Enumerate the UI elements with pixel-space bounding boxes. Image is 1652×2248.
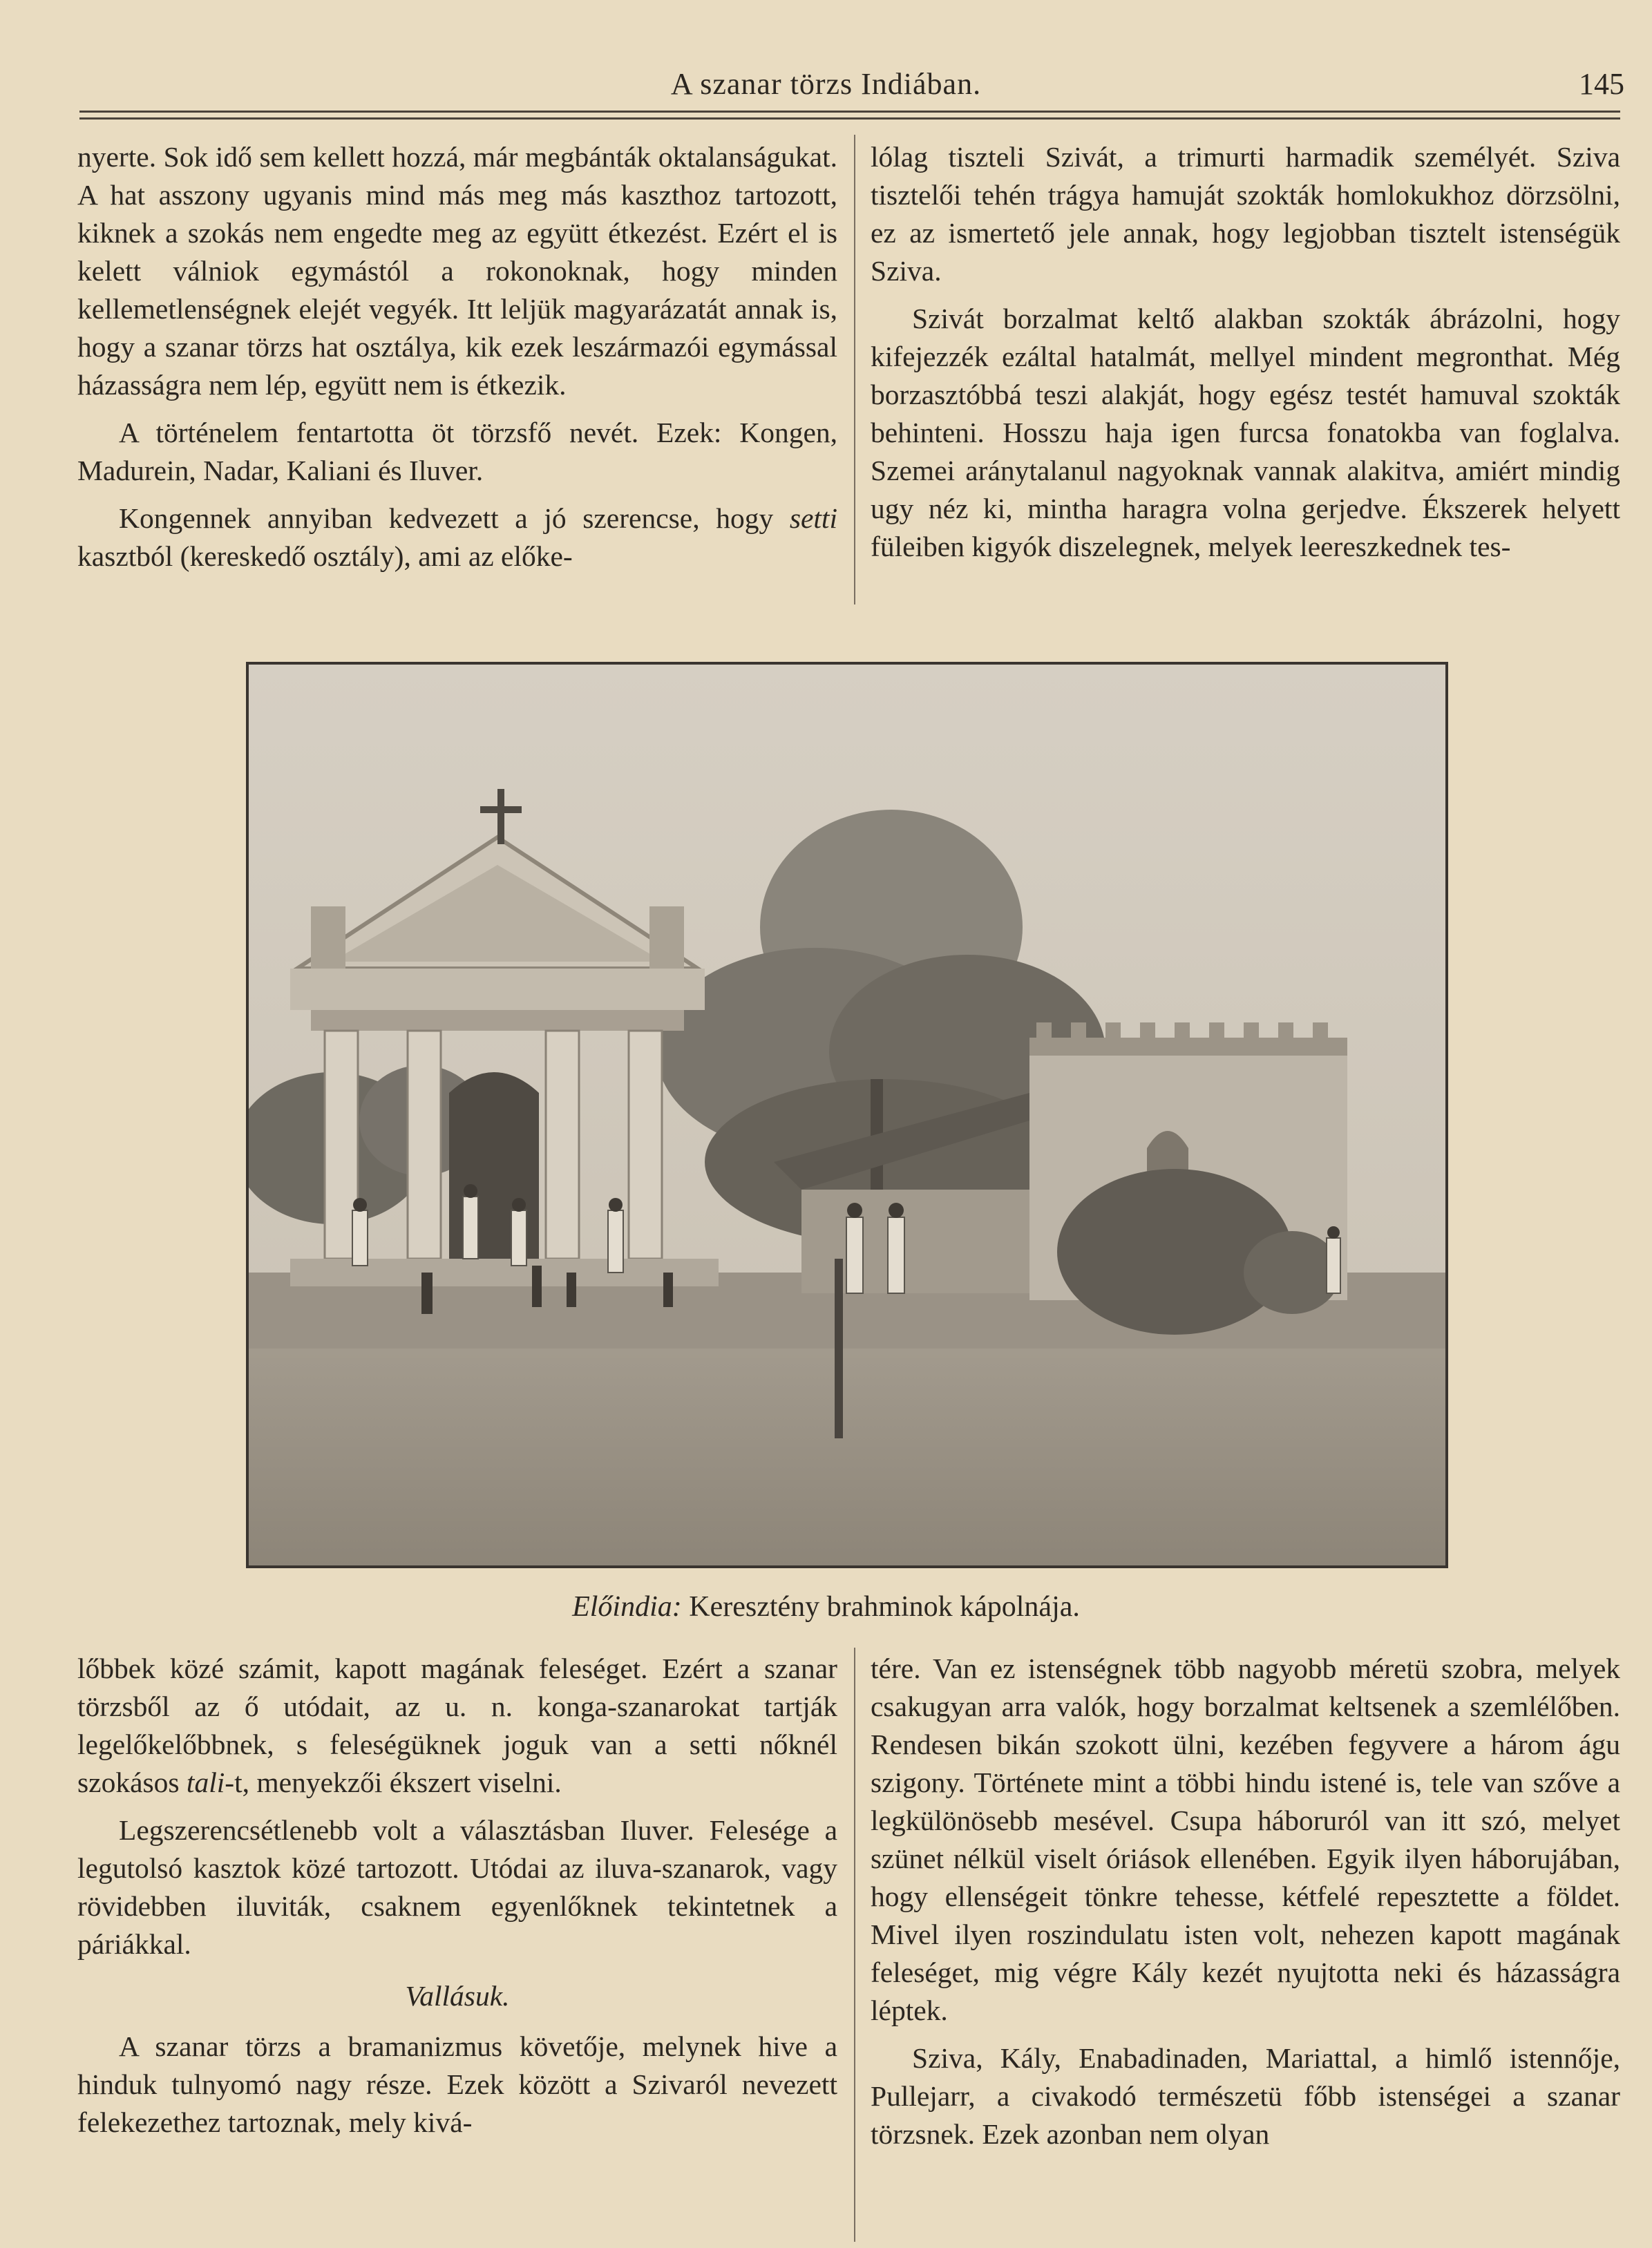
- column-bottom-right: [871, 1650, 1620, 2153]
- caption-place: Előindia:: [572, 1591, 682, 1623]
- column-divider: [854, 1648, 855, 2242]
- page-number: 145: [1579, 67, 1624, 101]
- italic-term: tali: [186, 1766, 225, 1798]
- text-run: Kongennek annyiban kedvezett a jó szerencse, hogy: [119, 502, 790, 534]
- header-rule-top: [79, 111, 1620, 113]
- paragraph: A szanar törzs a bramanizmus követője, melynek hive a hinduk tulnyomó nagy része. Ezek között a Szivaról nevezett felekezethez tartoznak, mely kivá-: [77, 2030, 837, 2138]
- paragraph: A történelem fentartotta öt törzsfő nevét. Ezek: Kongen, Madurein, Nadar, Kaliani és Iluver.: [77, 417, 837, 486]
- caption-text: Keresztény brahminok kápolnája.: [681, 1591, 1080, 1623]
- chapel-photograph: [246, 662, 1448, 1568]
- paragraph: nyerte. Sok idő sem kellett hozzá, már megbánták oktalanságukat. A hat asszony ugyanis mind más meg más kaszthoz tartozott, kiknek a szokás nem engedte meg az együtt étkezést. Ezért el is kelett válniok egymástól a rokonoknak, hogy minden kellemetlenségnek elejét vegyék. Itt leljük magyarázatát annak is, hogy a szanar törzs hat osztálya, kik ezek leszármazói egymással házasságra nem lép, együtt nem is étkezik.: [77, 141, 837, 401]
- photo-illustration: [249, 665, 1445, 1565]
- running-header-title: A szanar törzs Indiában.: [670, 67, 982, 101]
- paragraph: [77, 499, 837, 575]
- italic-term: setti: [789, 502, 837, 534]
- paragraph: Szivát borzalmat keltő alakban szokták ábrázolni, hogy kifejezzék ezáltal hatalmát, mellyel mindent megronthat. Még borzasztóbbá teszi alakját, hogy egész testét hamuval szokták behinteni. Hosszu haja igen furcsa fonatokba van foglalva. Szemei aránytalanul nagyoknak vannak alakitva, amiért mindig ugy néz ki, mintha haragra volna gerjedve. Ékszerek helyett füleiben kigyók diszelegnek, melyek leereszkednek tes-: [871, 303, 1620, 562]
- column-top-left: [77, 138, 837, 575]
- paragraph: [77, 1650, 837, 1802]
- paragraph: Sziva, Kály, Enabadinaden, Mariattal, a himlő istennője, Pullejarr, a civakodó természetü főbb istenségei a szanar törzsnek. Ezek azonban nem olyan: [871, 2042, 1620, 2150]
- paragraph: lólag tiszteli Szivát, a trimurti harmadik személyét. Sziva tisztelői tehén trágya hamuját szokták homlokukhoz dörzsölni, ez az ismertető jele annak, hogy legjobban tisztelt istenségük Sziva.: [871, 141, 1620, 287]
- photo-caption: [0, 1590, 1652, 1623]
- text-run: lőbbek közé számit, kapott magának feleséget. Ezért a szanar törzsből az ő utódait, az u. n. konga-szanarokat tartják legelőkelőbbnek, s feleségüknek joguk van a setti nőknél szokásos: [77, 1652, 837, 1798]
- paragraph: tére. Van ez istenségnek több nagyobb méretü szobra, melyek csakugyan arra valók, hogy borzalmat keltsenek a szemlélőben. Rendesen bikán szokott ülni, kezében fegyvere a három águ szigony. Története mint a többi hindu istené is, tele van szőve a legkülönösebb mesével. Csupa háboruról van itt szó, melyet szünet nélkül viselt óriások ellenében. Egyik ilyen háborujában, hogy ellenségeit tönkre tehesse, kétfelé repesztette a földet. Mivel ilyen roszindulatu isten volt, nehezen kapott magának feleséget, mig végre Kály kezét nyujtotta neki és házasságra léptek.: [871, 1652, 1620, 2026]
- column-top-right: [871, 138, 1620, 566]
- text-run: kasztból (kereskedő osztály), ami az előke-: [77, 540, 573, 572]
- paragraph: Legszerencsétlenebb volt a választásban Iluver. Felesége a legutolsó kasztok közé tartozott. Utódai az iluva-szanarok, vagy rövidebben iluviták, csaknem egyenlőknek tekintetnek a páriákkal.: [77, 1814, 837, 1960]
- column-bottom-left: [77, 1650, 837, 2142]
- header-rule-bottom: [79, 117, 1620, 120]
- section-heading: Vallásuk.: [405, 1980, 510, 2012]
- column-divider: [854, 135, 855, 604]
- text-run: -t, menyekzői ékszert viselni.: [225, 1766, 562, 1798]
